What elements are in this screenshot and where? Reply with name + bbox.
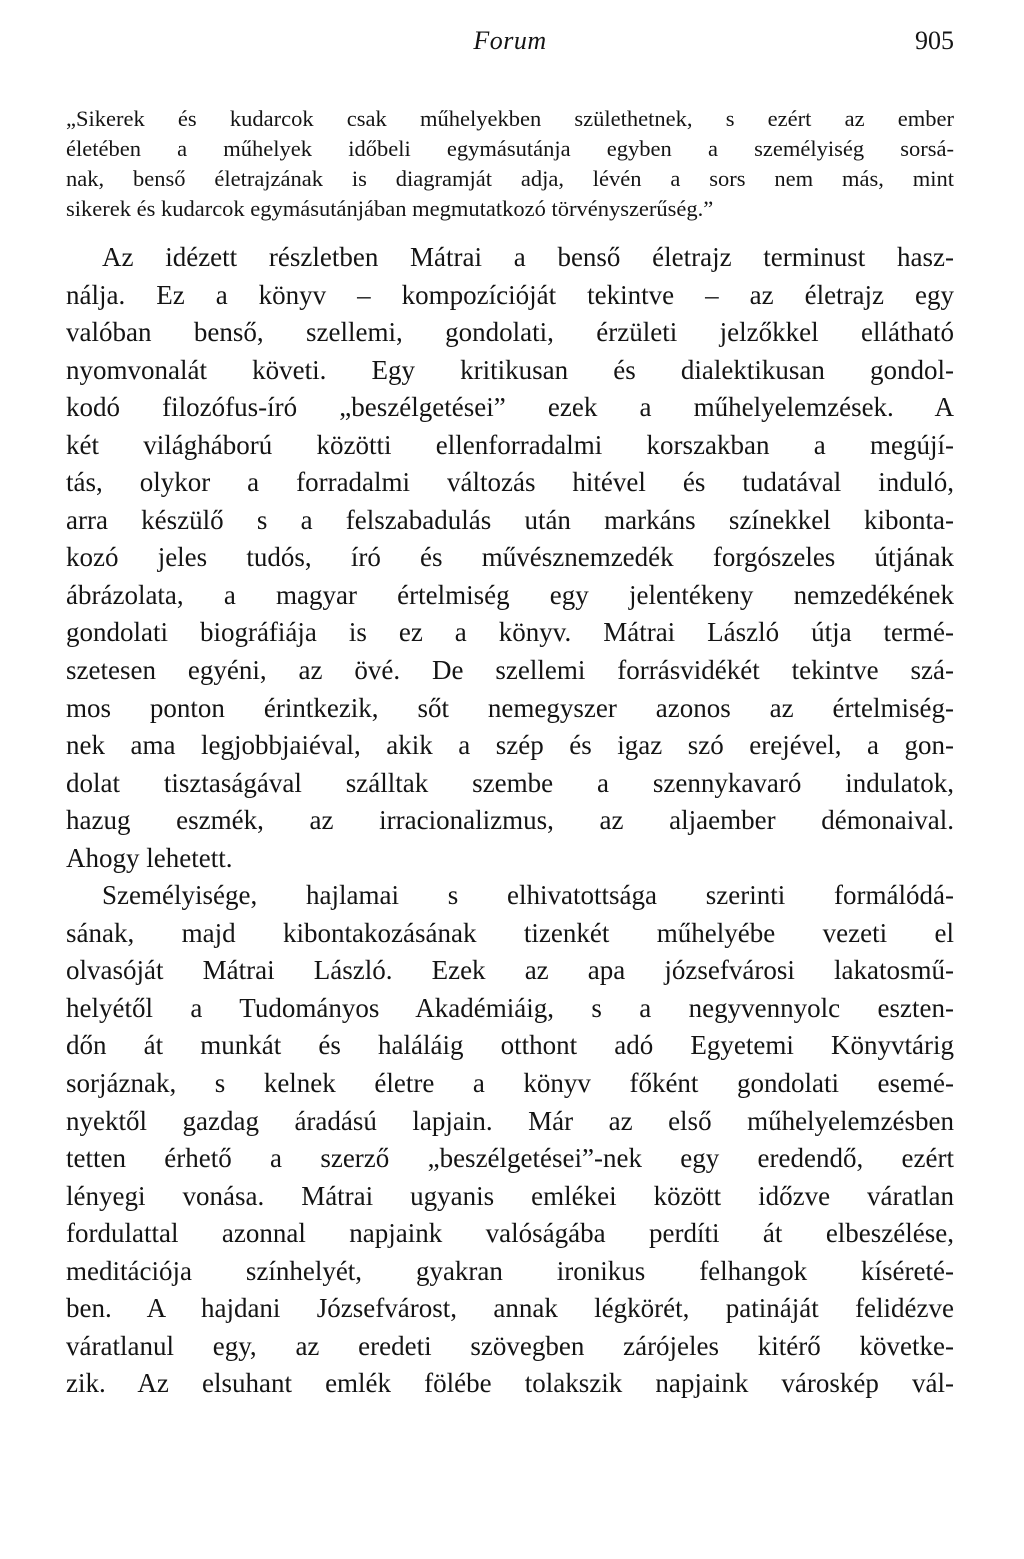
text-line: hazug eszmék, az irracionalizmus, az aljaember démonaival.: [66, 805, 954, 836]
text-line: nyektől gazdag áradású lapjain. Már az első műhelyelemzésben: [66, 1105, 954, 1136]
text-line: tetten érhető a szerző „beszélgetései”-nek egy eredendő, ezért: [66, 1143, 954, 1174]
text-line: sának, majd kibontakozásának tizenkét műhelyébe vezeti el: [66, 917, 954, 948]
text-line: tás, olykor a forradalmi változás hitével és tudatával induló,: [66, 467, 954, 498]
text-line: arra készülő s a felszabadulás után markáns színekkel kibonta-: [66, 504, 954, 535]
quote-line: „Sikerek és kudarcok csak műhelyekben születhetnek, s ezért az ember: [66, 106, 954, 131]
text-line: fordulattal azonnal napjaink valóságába perdíti át elbeszélése,: [66, 1218, 954, 1249]
text-line: sorjáznak, s kelnek életre a könyv főként gondolati esemé-: [66, 1068, 954, 1099]
quote-line: sikerek és kudarcok egymásutánjában megmutatkozó törvényszerűség.”: [66, 196, 714, 221]
text-line: nek ama legjobbjaiéval, akik a szép és igaz szó erejével, a gon-: [66, 730, 954, 761]
text-line: szetesen egyéni, az övé. De szellemi forrásvidékét tekintve szá-: [66, 655, 954, 686]
text-line: Ahogy lehetett.: [66, 842, 233, 873]
running-title: Forum: [473, 26, 547, 55]
paragraph-1: [66, 239, 954, 877]
text-line: ben. A hajdani Józsefvárost, annak légkörét, patináját felidézve: [66, 1293, 954, 1324]
text-line: lényegi vonása. Mátrai ugyanis emlékei között időzve váratlan: [66, 1180, 954, 1211]
text-line: Személyisége, hajlamai s elhivatottsága szerinti formálódá-: [102, 880, 954, 911]
block-quote: [66, 104, 954, 224]
running-header: [66, 26, 954, 66]
text-line: valóban benső, szellemi, gondolati, érzületi jelzőkkel ellátható: [66, 317, 954, 348]
text-line: két világháború közötti ellenforradalmi korszakban a megújí-: [66, 429, 954, 460]
text-line: zik. Az elsuhant emlék fölébe tolakszik napjaink városkép vál-: [66, 1368, 954, 1399]
text-line: mos ponton érintkezik, sőt nemegyszer azonos az értelmiség-: [66, 692, 954, 723]
text-line: dőn át munkát és haláláig otthont adó Egyetemi Könyvtárig: [66, 1030, 954, 1061]
text-line: helyétől a Tudományos Akadémiáig, s a negyvennyolc eszten-: [66, 992, 954, 1023]
text-line: kodó filozófus-író „beszélgetései” ezek a műhelyelemzések. A: [66, 392, 954, 423]
text-line: gondolati biográfiája is ez a könyv. Mátrai László útja termé-: [66, 617, 954, 648]
text-line: olvasóját Mátrai László. Ezek az apa józsefvárosi lakatosmű-: [66, 955, 954, 986]
text-line: dolat tisztaságával szálltak szembe a szennykavaró indulatok,: [66, 767, 954, 798]
text-line: kozó jeles tudós, író és művésznemzedék forgószeles útjának: [66, 542, 954, 573]
text-line: meditációja színhelyét, gyakran ironikus felhangok kíséreté-: [66, 1255, 954, 1286]
quote-line: nak, benső életrajzának is diagramját adja, lévén a sors nem más, mint: [66, 166, 954, 191]
text-line: Az idézett részletben Mátrai a benső életrajz terminust hasz-: [102, 242, 954, 272]
page-number: 905: [915, 26, 954, 55]
text-line: nyomvonalát követi. Egy kritikusan és dialektikusan gondol-: [66, 354, 954, 385]
text-line: váratlanul egy, az eredeti szövegben zárójeles kitérő követke-: [66, 1330, 954, 1361]
body-text: [66, 239, 954, 1403]
text-line: ábrázolata, a magyar értelmiség egy jelentékeny nemzedékének: [66, 579, 954, 610]
quote-line: életében a műhelyek időbeli egymásutánja egyben a személyiség sorsá-: [66, 136, 954, 161]
text-line: nálja. Ez a könyv – kompozícióját tekintve – az életrajz egy: [66, 279, 954, 310]
paragraph-2: [66, 877, 954, 1403]
